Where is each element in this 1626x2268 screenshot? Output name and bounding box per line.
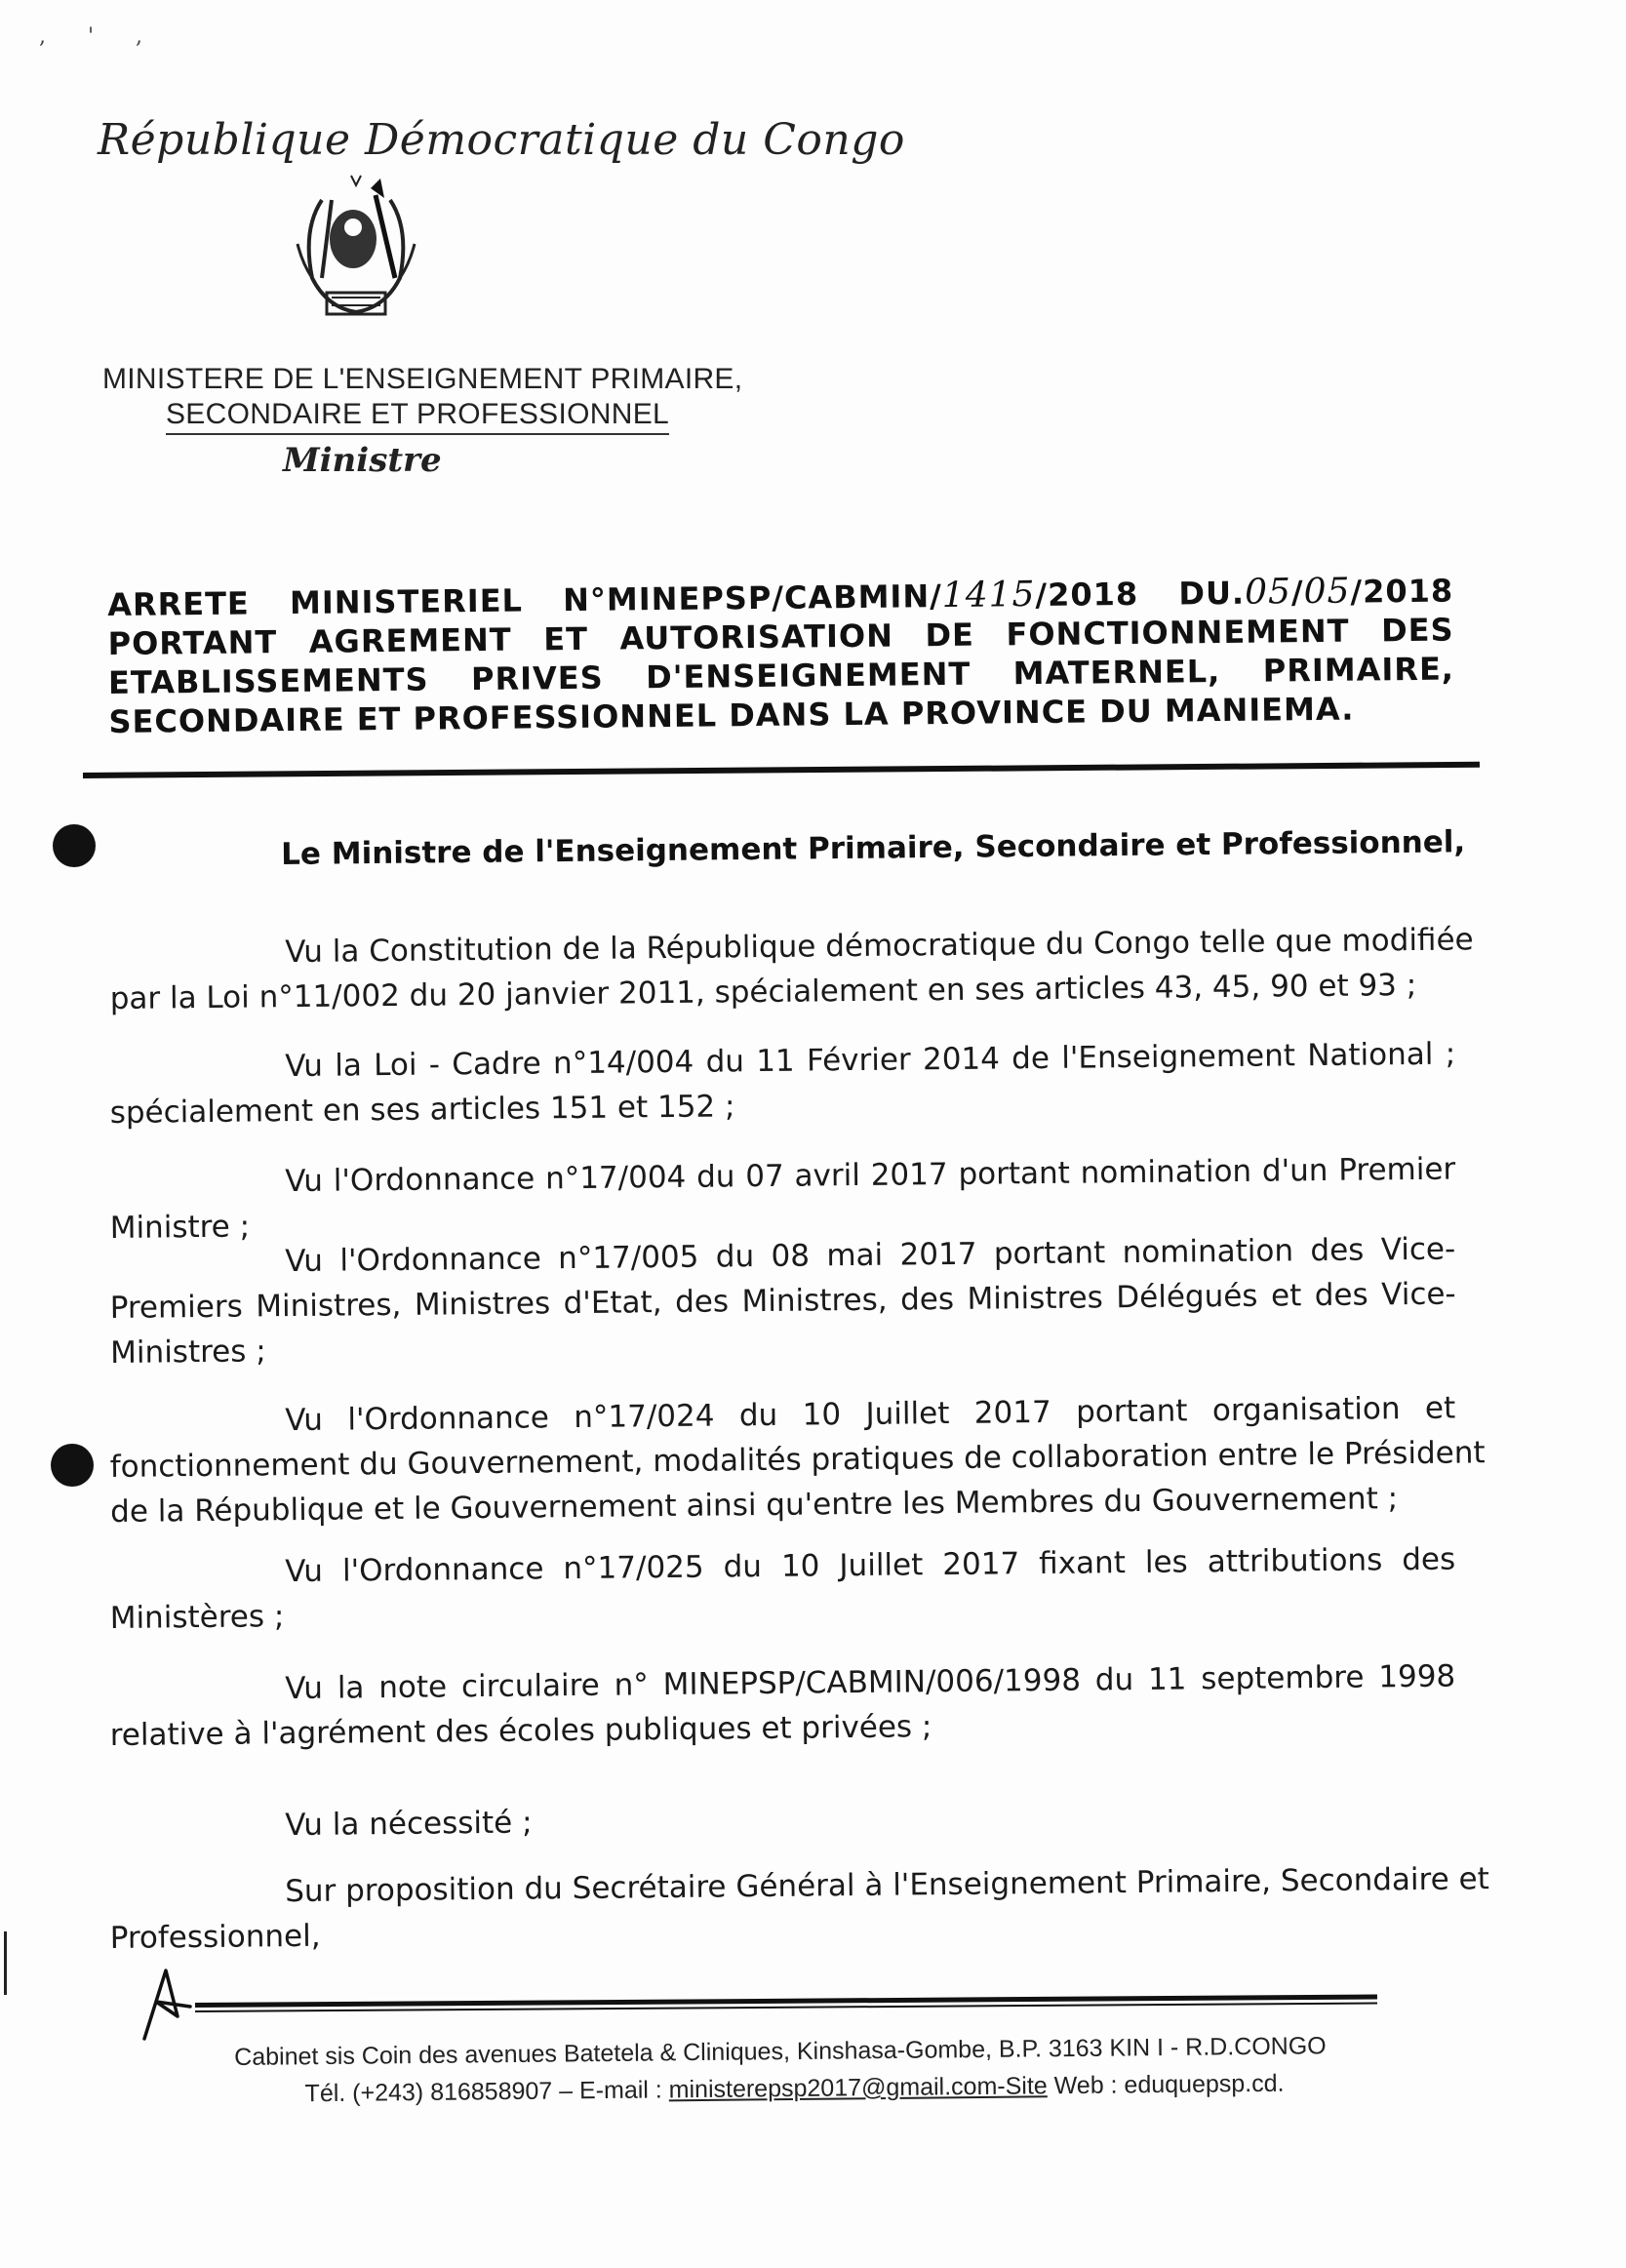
decree-number-handwritten: 1415 — [941, 575, 1036, 617]
decree-title-line4: SECONDAIRE ET PROFESSIONNEL DANS LA PROVINCE DU MANIEMA. — [108, 690, 1355, 740]
decree-title — [107, 572, 1455, 741]
footer-divider — [195, 1995, 1377, 2012]
ministry-name-line1: MINISTERE DE L'ENSEIGNEMENT PRIMAIRE, — [102, 363, 743, 395]
paragraph-line: Vu la nécessité ; — [285, 1805, 533, 1844]
decree-title-line3: ETABLISSEMENTS PRIVES D'ENSEIGNEMENT MATERNEL, PRIMAIRE, — [107, 650, 1455, 701]
paragraph-ordonnance-005 — [109, 1227, 1456, 1375]
paragraph-proposition — [109, 1857, 1489, 1961]
paragraph-line: Premiers Ministres, Ministres d'Etat, des Ministres, des Ministres Délégués et des Vice- — [109, 1276, 1456, 1326]
decree-date-month: 05 — [1303, 571, 1351, 613]
footer-address: Cabinet sis Coin des avenues Batetela & Cliniques, Kinshasa-Gombe, B.P. 3163 KIN I - R.D.CONGO — [234, 2032, 1327, 2071]
paragraph-line: Ministre ; — [109, 1209, 251, 1246]
drc-coat-of-arms-icon — [283, 171, 429, 332]
paragraph-line: fonctionnement du Gouvernement, modalités pratiques de collaboration entre le Président — [109, 1435, 1486, 1485]
ministry-role: Ministre — [283, 441, 442, 480]
decree-date-label: /2018 DU. — [1035, 574, 1246, 615]
paragraph-line: Vu l'Ordonnance n°17/005 du 08 mai 2017 portant nomination des Vice- — [285, 1231, 1456, 1280]
punch-hole-mark — [51, 1444, 94, 1487]
paragraph-line: relative à l'agrément des écoles publiques et privées ; — [109, 1709, 932, 1753]
paragraph-line: Vu l'Ordonnance n°17/004 du 07 avril 2017 portant nomination d'un Premier — [285, 1151, 1456, 1200]
decree-date-day: 05 — [1244, 572, 1292, 613]
footer-website: Web : eduquepsp.cd. — [1047, 2069, 1285, 2100]
paragraph-line: Ministres ; — [110, 1333, 266, 1371]
handwritten-initials — [137, 1963, 195, 2041]
paragraph-line: Vu l'Ordonnance n°17/024 du 10 Juillet 2017 portant organisation et — [285, 1390, 1456, 1439]
footer-phone: Tél. (+243) 816858907 – E-mail : — [304, 2076, 669, 2108]
paragraph-line: Vu la Constitution de la République démocratique du Congo telle que modifiée — [285, 922, 1474, 971]
decree-title-line2: PORTANT AGREMENT ET AUTORISATION DE FONCTIONNEMENT DES — [107, 611, 1454, 662]
ministry-name-line2: SECONDAIRE ET PROFESSIONNEL — [166, 398, 669, 435]
preamble-heading: Le Ministre de l'Enseignement Primaire, Secondaire et Professionnel, — [281, 824, 1466, 872]
title-divider — [83, 762, 1480, 778]
paragraph-ordonnance-025 — [109, 1537, 1456, 1641]
paragraph-constitution — [109, 918, 1474, 1021]
paragraph-line: de la République et le Gouvernement ainsi qu'entre les Membres du Gouvernement ; — [110, 1481, 1399, 1530]
decree-number-prefix: ARRETE MINISTERIEL N°MINEPSP/CABMIN/ — [107, 577, 943, 623]
paragraph-line: par la Loi n°11/002 du 20 janvier 2011, spécialement en ses articles 43, 45, 90 et 93 ; — [109, 967, 1417, 1016]
paragraph-ordonnance-024 — [109, 1386, 1486, 1534]
footer-contact — [234, 2026, 1406, 2113]
paragraph-line: Vu la Loi - Cadre n°14/004 du 11 Février 2014 de l'Enseignement National ; — [285, 1036, 1456, 1085]
paragraph-necessite — [109, 1791, 1455, 1850]
paragraph-loi-cadre — [109, 1032, 1456, 1135]
paragraph-line: Vu l'Ordonnance n°17/025 du 10 Juillet 2017 fixant les attributions des — [285, 1541, 1456, 1590]
country-header: République Démocratique du Congo — [98, 115, 905, 165]
scan-artifacts: , ' , — [39, 24, 161, 49]
punch-hole-mark — [53, 824, 96, 867]
decree-date-separator: / — [1290, 574, 1304, 612]
paragraph-line: Professionnel, — [109, 1918, 321, 1956]
paragraph-line: spécialement en ses articles 151 et 152 ; — [109, 1089, 735, 1131]
paragraph-line: Ministères ; — [109, 1599, 285, 1636]
decree-date-year: /2018 — [1350, 572, 1454, 611]
scan-edge-mark — [4, 1931, 7, 1995]
paragraph-note-circulaire — [109, 1654, 1456, 1758]
paragraph-line: Sur proposition du Secrétaire Général à l'Enseignement Primaire, Secondaire et — [285, 1861, 1489, 1910]
paragraph-line: Vu la note circulaire n° MINEPSP/CABMIN/006/1998 du 11 septembre 1998 — [285, 1658, 1456, 1707]
footer-email-link[interactable]: ministerepsp2017@gmail.com-Site — [668, 2072, 1048, 2104]
